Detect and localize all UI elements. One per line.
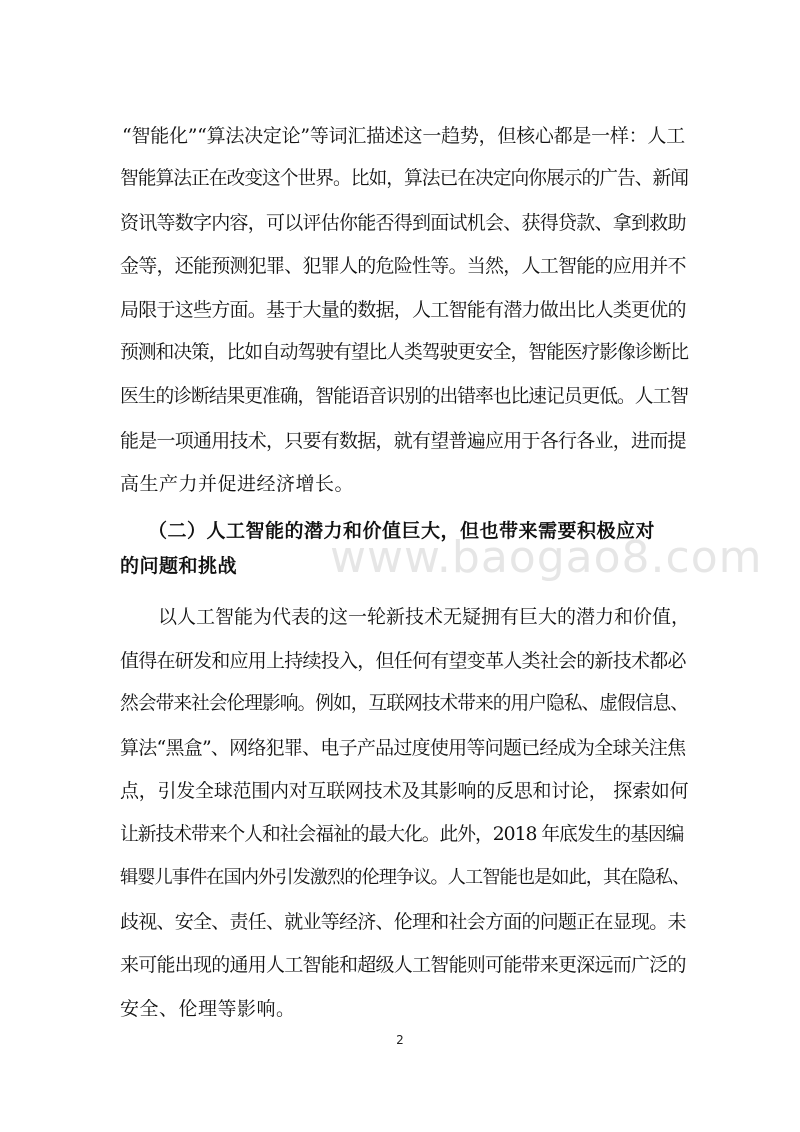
paragraph-line: 来可能出现的通用人工智能和超级人工智能则可能带来更深远而广泛的 — [120, 954, 686, 976]
paragraph-line: 预测和决策，比如自动驾驶有望比人类驾驶更安全，智能医疗影像诊断比 — [120, 342, 688, 363]
paragraph-line: 医生的诊断结果更准确，智能语音识别的出错率也比速记员更低。人工智 — [120, 386, 688, 407]
paragraph-line: 局限于这些方面。基于大量的数据，人工智能有潜力做出比人类更优的 — [120, 299, 686, 321]
paragraph-line: 安全、伦理等影响。 — [120, 998, 296, 1020]
page-number: 2 — [396, 1033, 404, 1047]
paragraph-line: 点，引发全球范围内对互联网技术及其影响的反思和讨论， 探索如何 — [120, 780, 689, 802]
paragraph-line: 以人工智能为代表的这一轮新技术无疑拥有巨大的潜力和价值， — [158, 606, 691, 628]
paragraph-line: 高生产力并促进经济增长。 — [120, 473, 355, 495]
watermark: www.baogao8.com — [330, 532, 763, 583]
heading-line: 的问题和挑战 — [120, 555, 238, 577]
paragraph-line: 金等，还能预测犯罪、犯罪人的危险性等。当然，人工智能的应用并不 — [120, 255, 686, 277]
paragraph-line: 歧视、安全、责任、就业等经济、伦理和社会方面的问题正在显现。未 — [120, 911, 686, 933]
paragraph-line: 然会带来社会伦理影响。例如，互联网技术带来的用户隐私、虚假信息、 — [120, 693, 688, 714]
paragraph-line: 值得在研发和应用上持续投入，但任何有望变革人类社会的新技术都必 — [120, 650, 686, 672]
paragraph-line: 算法“黑盒”、网络犯罪、电子产品过度使用等问题已经成为全球关注焦 — [120, 737, 686, 759]
paragraph-line: 辑婴儿事件在国内外引发激烈的伦理争议。人工智能也是如此，其在隐私、 — [120, 867, 690, 888]
paragraph-line: “智能化”“算法决定论”等词汇描述这一趋势，但核心都是一样：人工 — [122, 125, 685, 147]
paragraph-line: 能是一项通用技术，只要有数据，就有望普遍应用于各行各业，进而提 — [120, 430, 686, 452]
heading-line: （二）人工智能的潜力和价值巨大，但也带来需要积极应对 — [148, 520, 656, 542]
paragraph-line: 智能算法正在改变这个世界。比如，算法已在决定向你展示的广告、新闻 — [120, 168, 688, 189]
paragraph-line: 让新技术带来个人和社会福祉的最大化。此外，2018 年底发生的基因编 — [120, 824, 684, 845]
paragraph-line: 资讯等数字内容，可以评估你能否得到面试机会、获得贷款、拿到救助 — [120, 212, 686, 234]
